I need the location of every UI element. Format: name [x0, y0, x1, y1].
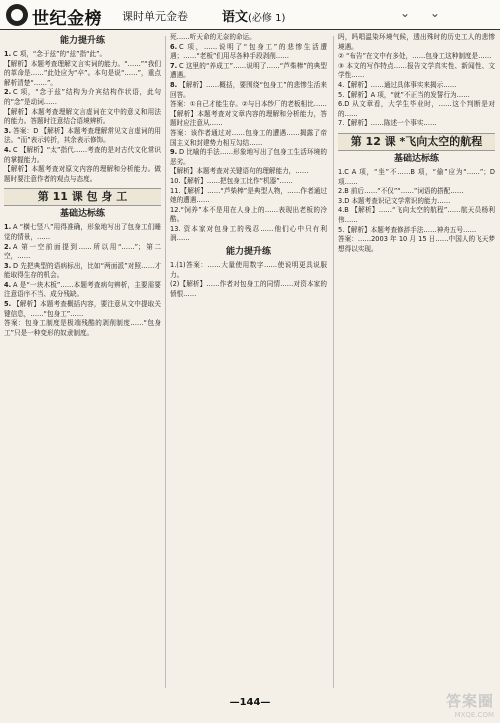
- answer-item: 6. C 项，……说明了“包身工”的悲惨生活遭遇；……“老板”们用尽各种手段剥削……: [170, 42, 327, 61]
- page-number: —144—: [229, 697, 271, 708]
- answer-item: 8. 【解析】……概括，要围绕“包身工”的悲惨生活来回答。: [170, 80, 327, 99]
- column-right: [338, 33, 495, 693]
- section-heading: 能力提升练: [225, 247, 271, 258]
- answer-item: 9. D 比喻的手法……形象地写出了包身工生活环境的恶劣。: [170, 148, 327, 166]
- answer-item: 5. 【解析】本题考查概括内容，要注意从文中提取关键信息，……“包身工”……: [4, 300, 161, 318]
- answer-item: ② “布告”在文中有多处，……包身工这种制度是……: [338, 52, 492, 61]
- answer-item: 2.B 前后……“不仅”“……”词语的搭配……: [338, 187, 464, 196]
- answer-item: 1. C 项，“念于兹”的“兹”指“此”。: [4, 50, 107, 58]
- answer-item: 4. C 【解析】“太”指代……考查的是对古代文化常识的掌握能力。: [4, 145, 161, 164]
- answer-item: 【解析】本题考查对关键语句的理解能力，……: [170, 167, 309, 176]
- answer-item: 3.D 本题考查识记文学常识的能力……: [338, 196, 451, 205]
- section-heading: 基础达标练: [59, 209, 105, 220]
- publisher-logo-icon: [6, 4, 28, 26]
- answer-item: 6.D 从文章看，大学生毕业时，……这个判断是对的……: [338, 100, 495, 118]
- answer-item: 2. A 第一空前面提到……所以用“……”；第二空，……: [4, 242, 161, 261]
- watermark-logo: 答案圈: [445, 692, 494, 710]
- page-header: [0, 0, 500, 30]
- series-title: 课时单元金卷: [122, 10, 188, 23]
- answer-item: 4. A 是“一块木板”……本题考查病句辨析，主要需要注意语序不当、成分残缺。: [4, 280, 161, 299]
- answer-item: 5.【解析】本题考查修辞手法……神舟五号……: [338, 225, 477, 234]
- answer-item: 3. 答案：D 【解析】本题考查理解常见文言虚词的用法。“而”表示转折，其余表示修饰。: [4, 126, 161, 145]
- column-middle: [170, 33, 327, 693]
- answer-item: 5.【解析】A 项，“就”不正当的发誓行为……: [338, 90, 470, 99]
- answer-item: 答案：①自己才能生存。②与日本纱厂的老板相比……: [170, 100, 327, 109]
- flying-birds-icon: ⌄ ⌄: [400, 6, 448, 20]
- answer-item: 【解析】本题考查对文章内容的理解和分析能力，答题时应注意从……: [170, 109, 327, 128]
- section-heading: 基础达标练: [393, 153, 439, 164]
- answer-item: (2)【解析】……作者对包身工的同情……对资本家的愤恨……: [170, 280, 327, 298]
- column-left: [4, 33, 161, 693]
- answer-item: 2. C 项，“念于兹”结构为介宾结构作状语，此句的“念”是动词……: [4, 88, 161, 106]
- answer-item: 【解析】本题考查对原文内容的理解和分析能力。做题时要注意作者的观点与态度。: [4, 165, 161, 183]
- answer-item: 4.B 【解析】……“飞向太空的航程”……航天员杨利伟……: [338, 206, 495, 224]
- watermark-url: MXQE.COM: [454, 711, 494, 719]
- answer-item: 死……听天命的无奈的命运。: [170, 33, 256, 41]
- answer-item: ③ 本文的写作特点……报告文学真实性、新闻性、文学性……: [338, 61, 495, 80]
- answer-item: 11.【解析】……“芦柴棒”是典型人物，……作者通过她的遭遇……: [170, 186, 327, 205]
- watermark: [446, 690, 494, 719]
- answer-item: 3. D 先把典型的语病标出，比如“两面派”对照……才能取得生存的机会。: [4, 261, 161, 280]
- subject-title: 语文(必修 1): [222, 10, 286, 25]
- answer-item: 1.(1)答案：……大量使用数字……使说明更具说服力。: [170, 261, 327, 279]
- answer-item: 1.C A 项，“坐”不……B 项，“偷”应为“……”；D 项……: [338, 167, 495, 186]
- lesson-heading: 第 12 课 *飞向太空的航程: [338, 133, 495, 151]
- content-columns: [4, 33, 496, 693]
- section-heading: 能力提升练: [59, 36, 105, 46]
- answer-item: 【解析】本题考查理解文言虚词在文中的意义和用法的能力。答题时注意结合语境辨析。: [4, 107, 161, 126]
- answer-item: 答案：包身工制度是极端残酷的剥削制度……“包身工”只是一种变形的奴隶制度。: [4, 319, 161, 337]
- answer-item: 12.“饲养”本不是用在人身上的……表现出老板的冷酷。: [170, 205, 327, 224]
- answer-item: 答案：该作者通过对……包身工的遭遇……揭露了帝国主义和封建势力相互勾结……: [170, 128, 327, 147]
- answer-item: 10.【解析】……把包身工比作“机器”……: [170, 176, 293, 185]
- answer-item: 1. A “横七竖八”用得准确，形象地写出了包身工们睡觉的情景，……: [4, 223, 161, 241]
- answer-item: 7.【解析】……陈述一个事实……: [338, 119, 437, 128]
- answer-item: 【解析】本题考查理解文言实词的能力。“……”“我们的革命是……”此处应为“卒”。本句是说“……”，重点解析清楚“……”。: [4, 59, 161, 87]
- publisher-logo-text: 世纪金榜: [32, 9, 102, 29]
- answer-item: 13. 资本家对包身工的残忍……他们心中只有利润……: [170, 224, 327, 243]
- answer-item: 答案：……2003 年 10 月 15 日……中国人的飞天梦想得以实现。: [338, 235, 495, 253]
- answer-item: 7. C 这里的“养成工”……说明了……“芦柴棒”的典型遭遇。: [170, 61, 327, 80]
- lesson-heading: 第 11 课 包 身 工: [4, 188, 161, 206]
- answer-item: 4.【解析】……通过具体事实来揭示……: [338, 80, 457, 89]
- answer-item: 吗，吗唱温染环境气候，透出殊时的历史工人的悲惨境遇。: [338, 33, 495, 51]
